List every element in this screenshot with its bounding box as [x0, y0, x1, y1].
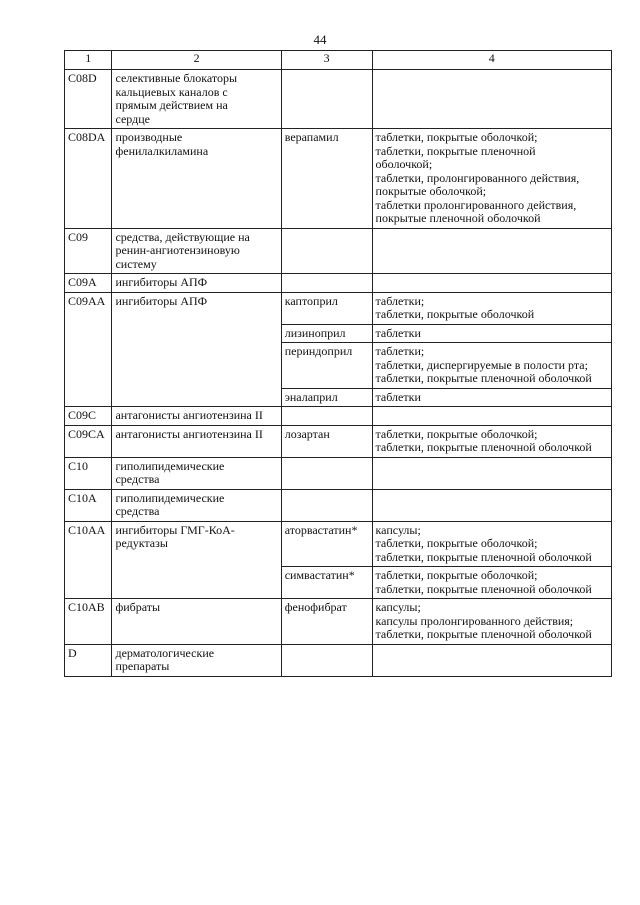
table-row — [65, 425, 612, 457]
table-row — [65, 644, 612, 676]
dosage-form-cell — [372, 644, 611, 676]
drug-name-cell: лозартан — [281, 425, 372, 457]
atc-code-cell: C10A — [65, 489, 112, 521]
table-body — [65, 70, 612, 677]
anatomic-group-cell: средства, действующие на ренин-ангиотензиновую систему — [112, 228, 281, 274]
atc-code-cell: C10 — [65, 457, 112, 489]
dosage-form-cell — [372, 228, 611, 274]
drug-name-cell — [281, 489, 372, 521]
atc-code-cell: D — [65, 644, 112, 676]
atc-code-cell: C09CA — [65, 425, 112, 457]
anatomic-group-cell: ингибиторы АПФ — [112, 274, 281, 293]
drug-name-cell: фенофибрат — [281, 599, 372, 645]
dosage-form-cell: капсулы; таблетки, покрытые оболочкой; таблетки, покрытые пленочной оболочкой — [372, 521, 611, 567]
table-row — [65, 489, 612, 521]
atc-code-cell: C09A — [65, 274, 112, 293]
table-row — [65, 274, 612, 293]
drug-name-cell — [281, 228, 372, 274]
dosage-form-cell: таблетки — [372, 324, 611, 343]
drug-name-cell: лизиноприл — [281, 324, 372, 343]
table-row — [65, 228, 612, 274]
column-header: 2 — [112, 51, 281, 70]
drug-name-cell: каптоприл — [281, 292, 372, 324]
table-row — [65, 457, 612, 489]
dosage-form-cell: таблетки; таблетки, покрытые оболочкой — [372, 292, 611, 324]
atc-code-cell: C10AB — [65, 599, 112, 645]
drug-name-cell: аторвастатин* — [281, 521, 372, 567]
table-row — [65, 292, 612, 324]
atc-code-cell: C08DA — [65, 129, 112, 229]
anatomic-group-cell: гиполипидемические средства — [112, 489, 281, 521]
table-row — [65, 129, 612, 229]
dosage-form-cell: таблетки, покрытые оболочкой; таблетки, покрытые пленочной оболочкой — [372, 425, 611, 457]
drug-name-cell — [281, 644, 372, 676]
drug-name-cell: верапамил — [281, 129, 372, 229]
dosage-form-cell — [372, 489, 611, 521]
anatomic-group-cell: фибраты — [112, 599, 281, 645]
drug-name-cell: периндоприл — [281, 343, 372, 389]
dosage-form-cell: таблетки, покрытые оболочкой; таблетки, покрытые пленочной оболочкой; таблетки, пролонгированного действия, покрытые оболочкой; таблетки пролонгированного действия, покрытые пленочной оболочкой — [372, 129, 611, 229]
drug-name-cell — [281, 457, 372, 489]
anatomic-group-cell: дерматологические препараты — [112, 644, 281, 676]
table-row — [65, 407, 612, 426]
table-row — [65, 521, 612, 567]
anatomic-group-cell: ингибиторы ГМГ-КоА- редуктазы — [112, 521, 281, 599]
page-number: 44 — [313, 32, 327, 47]
anatomic-group-cell: антагонисты ангиотензина II — [112, 407, 281, 426]
dosage-form-cell: таблетки, покрытые оболочкой; таблетки, покрытые пленочной оболочкой — [372, 567, 611, 599]
column-header: 4 — [372, 51, 611, 70]
drug-name-cell: симвастатин* — [281, 567, 372, 599]
dosage-form-cell: капсулы; капсулы пролонгированного действия; таблетки, покрытые пленочной оболочкой — [372, 599, 611, 645]
atc-code-cell: C09 — [65, 228, 112, 274]
drug-name-cell — [281, 70, 372, 129]
dosage-form-cell — [372, 407, 611, 426]
atc-code-cell: C10AA — [65, 521, 112, 599]
drug-name-cell: эналаприл — [281, 388, 372, 407]
table-header-row — [65, 51, 612, 70]
atc-code-cell: C09AA — [65, 292, 112, 407]
atc-code-cell: C09C — [65, 407, 112, 426]
column-header: 3 — [281, 51, 372, 70]
anatomic-group-cell: ингибиторы АПФ — [112, 292, 281, 407]
anatomic-group-cell: селективные блокаторы кальциевых каналов с прямым действием на сердце — [112, 70, 281, 129]
dosage-form-cell: таблетки; таблетки, диспергируемые в полости рта; таблетки, покрытые пленочной оболочкой — [372, 343, 611, 389]
drug-name-cell — [281, 274, 372, 293]
column-header: 1 — [65, 51, 112, 70]
table-row — [65, 599, 612, 645]
anatomic-group-cell: антагонисты ангиотензина II — [112, 425, 281, 457]
anatomic-group-cell: гиполипидемические средства — [112, 457, 281, 489]
drug-table — [64, 50, 612, 677]
dosage-form-cell — [372, 457, 611, 489]
anatomic-group-cell: производные фенилалкиламина — [112, 129, 281, 229]
atc-code-cell: C08D — [65, 70, 112, 129]
dosage-form-cell — [372, 274, 611, 293]
table-row — [65, 70, 612, 129]
dosage-form-cell: таблетки — [372, 388, 611, 407]
dosage-form-cell — [372, 70, 611, 129]
drug-name-cell — [281, 407, 372, 426]
